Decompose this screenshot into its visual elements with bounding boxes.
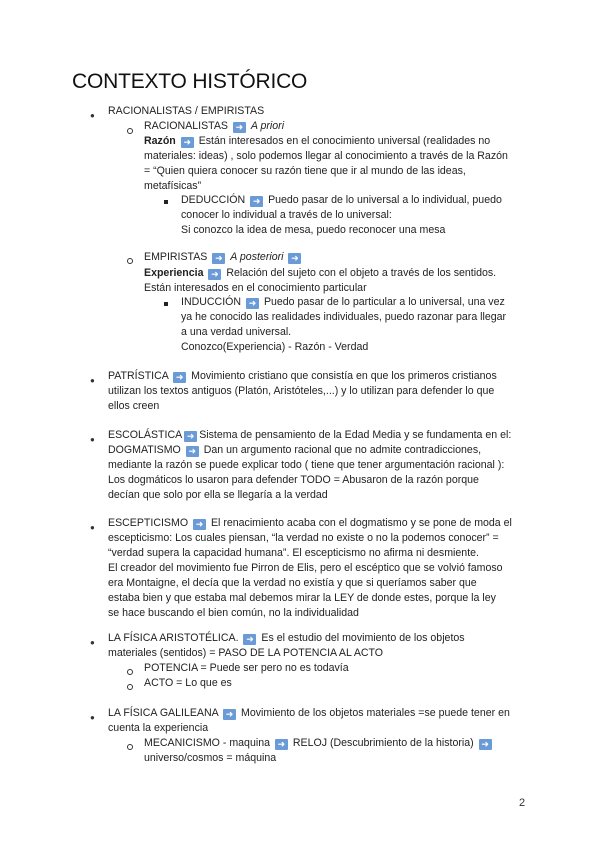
right-arrow-icon: ➜ bbox=[181, 137, 194, 148]
text-line: ellos creen bbox=[108, 400, 160, 412]
right-arrow-icon: ➜ bbox=[184, 431, 197, 442]
section-heading: RACIONALISTAS / EMPIRISTAS bbox=[108, 105, 265, 117]
right-arrow-icon: ➜ bbox=[233, 122, 246, 133]
text-line: decían que solo por ella se llegaría a la verdad bbox=[108, 489, 328, 501]
square-bullet-icon bbox=[164, 302, 168, 306]
text-line: “verdad supera la capacidad humana”. El escepticismo no afirma ni desmiente. bbox=[108, 547, 479, 559]
text-line: cuenta la experiencia bbox=[108, 722, 209, 734]
text-line: Razón ➜ Están interesados en el conocimiento universal (realidades no bbox=[144, 135, 491, 147]
right-arrow-icon: ➜ bbox=[288, 253, 301, 264]
text-line: metafísicas” bbox=[144, 180, 202, 192]
text-line: materiales: ideas) , solo podemos llegar al conocimiento a través de la Razón bbox=[144, 150, 508, 162]
right-arrow-icon: ➜ bbox=[173, 372, 186, 383]
right-arrow-icon: ➜ bbox=[479, 739, 492, 750]
right-arrow-icon: ➜ bbox=[246, 298, 259, 309]
square-bullet-icon bbox=[164, 200, 168, 204]
text-line: DOGMATISMO ➜ Dan un argumento racional que no admite contradicciones, bbox=[108, 444, 482, 456]
list-item-escepticismo: ESCEPTICISMO ➜ El renacimiento acaba con el dogmatismo y se pone de moda el bbox=[108, 517, 512, 529]
text-line: escepticismo: Los cuales piensan, “la verdad no existe o no la podemos conocer” = bbox=[108, 532, 499, 544]
text-line: = “Quien quiera conocer su razón tiene que ir al mundo de las ideas, bbox=[144, 165, 466, 177]
hollow-bullet-icon bbox=[127, 684, 133, 690]
text-line: era Montaigne, el decía que la verdad no existía y que si queríamos saber que bbox=[108, 577, 477, 589]
list-item-potencia: POTENCIA = Puede ser pero no es todavía bbox=[144, 662, 349, 674]
text-line: conocer lo individual a través de lo universal: bbox=[181, 209, 392, 221]
text-line: estaba bien y que estaba mal debemos mirar la LEY de donde estes, porque la ley bbox=[108, 592, 496, 604]
text-line: utilizan los textos antiguos (Platón, Aristóteles,...) y lo utilizan para defender lo que bbox=[108, 385, 495, 397]
bullet-icon: ● bbox=[90, 523, 95, 532]
list-item-induccion: INDUCCIÓN ➜ Puedo pasar de lo particular a lo universal, una vez bbox=[181, 296, 505, 308]
text-line: materiales (sentidos) = PASO DE LA POTENCIA AL ACTO bbox=[108, 647, 384, 659]
hollow-bullet-icon bbox=[127, 744, 133, 750]
text-line: mediante la razón se puede explicar todo ( tiene que tener argumentación racional ): bbox=[108, 459, 505, 471]
text-line: Están interesados en el conocimiento particular bbox=[144, 282, 367, 294]
list-item-empiristas: EMPIRISTAS ➜ A posteriori ➜ bbox=[144, 250, 303, 265]
bullet-icon: ● bbox=[90, 638, 95, 647]
text-line: a una verdad universal. bbox=[181, 326, 292, 338]
list-item-patristica: PATRÍSTICA ➜ Movimiento cristiano que consistía en que los primeros cristianos bbox=[108, 370, 497, 382]
list-item-deduccion: DEDUCCIÓN ➜ Puedo pasar de lo universal a lo individual, puedo bbox=[181, 194, 502, 206]
text-line: Experiencia ➜ Relación del sujeto con el objeto a través de los sentidos. bbox=[144, 267, 497, 279]
list-item-acto: ACTO = Lo que es bbox=[144, 677, 232, 689]
right-arrow-icon: ➜ bbox=[243, 634, 256, 645]
right-arrow-icon: ➜ bbox=[275, 739, 288, 750]
list-item-mecanicismo: MECANICISMO - maquina ➜ RELOJ (Descubrimiento de la historia) ➜ bbox=[144, 736, 494, 751]
bullet-icon: ● bbox=[90, 111, 95, 120]
text-line: se hace buscando el bien común, no la individualidad bbox=[108, 607, 359, 619]
text-line: Los dogmáticos lo usaron para defender TODO = Abusaron de la razón porque bbox=[108, 474, 479, 486]
bullet-icon: ● bbox=[90, 435, 95, 444]
text-line: Conozco(Experiencia) - Razón - Verdad bbox=[181, 341, 369, 353]
list-item-racionalistas: RACIONALISTAS ➜ A priori bbox=[144, 120, 285, 132]
text-line: El creador del movimiento fue Pirron de Elis, pero el escéptico que se volvió famoso bbox=[108, 562, 503, 574]
text-line: ya he conocido las realidades individuales, puedo razonar para llegar bbox=[181, 311, 507, 323]
right-arrow-icon: ➜ bbox=[208, 269, 221, 280]
list-item-fisica-galileana: LA FÍSICA GALILEANA ➜ Movimiento de los objetos materiales =se puede tener en bbox=[108, 707, 510, 719]
text-line: Si conozco la idea de mesa, puedo reconocer una mesa bbox=[181, 224, 446, 236]
right-arrow-icon: ➜ bbox=[212, 253, 225, 264]
page-number: 2 bbox=[519, 797, 526, 809]
list-item-escolastica: ESCOLÁSTICA ➜ Sistema de pensamiento de la Edad Media y se fundamenta en el: bbox=[108, 429, 512, 441]
hollow-bullet-icon bbox=[127, 128, 133, 134]
hollow-bullet-icon bbox=[127, 669, 133, 675]
text-line: universo/cosmos = máquina bbox=[144, 752, 277, 764]
right-arrow-icon: ➜ bbox=[193, 519, 206, 530]
list-item-fisica-aristotelica: LA FÍSICA ARISTOTÉLICA. ➜ Es el estudio del movimiento de los objetos bbox=[108, 632, 465, 644]
right-arrow-icon: ➜ bbox=[186, 446, 199, 457]
bullet-icon: ● bbox=[90, 376, 95, 385]
bullet-icon: ● bbox=[90, 713, 95, 722]
page-title: CONTEXTO HISTÓRICO bbox=[72, 70, 308, 93]
hollow-bullet-icon bbox=[127, 258, 133, 264]
right-arrow-icon: ➜ bbox=[223, 709, 236, 720]
right-arrow-icon: ➜ bbox=[250, 196, 263, 207]
